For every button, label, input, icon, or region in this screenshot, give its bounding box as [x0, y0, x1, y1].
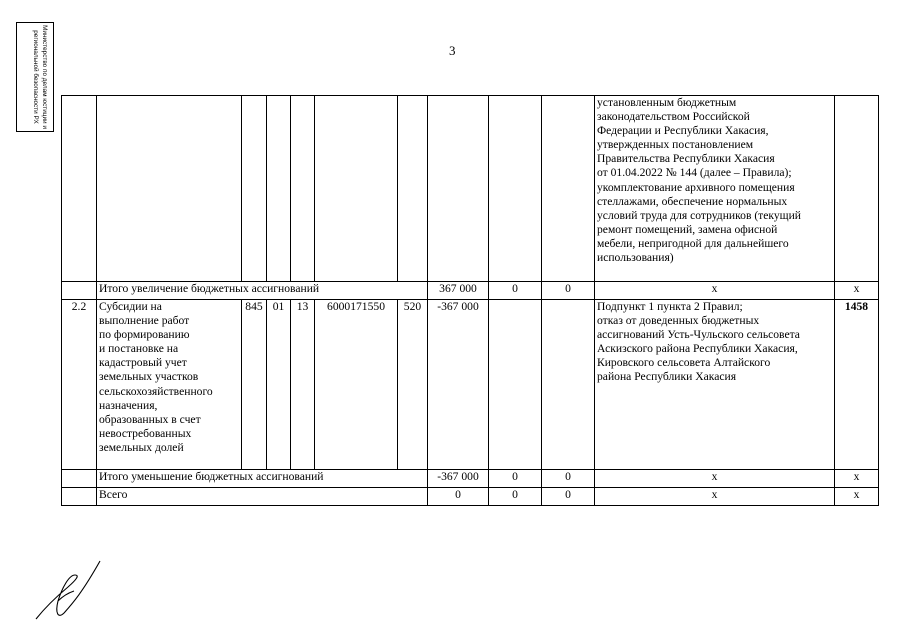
code-cell: 01	[267, 300, 291, 470]
value-cell: 0	[489, 282, 542, 300]
x-cell: x	[835, 470, 879, 488]
x-cell: x	[595, 282, 835, 300]
handwritten-signature	[34, 553, 114, 633]
x-cell: x	[595, 470, 835, 488]
table-row-all	[62, 488, 879, 506]
item-name-cell: Субсидии на выполнение работ по формированию и постановке на кадастровый учет земельных участков сельскохозяйственного назначения, образованных в счет невостребованных земельных долей	[97, 300, 242, 470]
x-cell: x	[835, 282, 879, 300]
budget-table	[61, 95, 879, 506]
code-cell: 13	[291, 300, 315, 470]
page-number: 3	[449, 43, 456, 58]
amount-cell: -367 000	[428, 300, 489, 470]
table-row-total-increase	[62, 282, 879, 300]
code-cell: 845	[242, 300, 267, 470]
x-cell: x	[835, 488, 879, 506]
amount-cell: 0	[428, 488, 489, 506]
item-number-cell: 2.2	[62, 300, 97, 470]
explanation-cell: Подпункт 1 пункта 2 Правил; отказ от доведенных бюджетных ассигнований Усть-Чульского сельсовета Аскизского района Республики Хакасия, Кировского сельсовета Алтайского района Республики Хакасия	[595, 300, 835, 470]
registration-stamp	[16, 22, 54, 132]
table-row-total-decrease	[62, 470, 879, 488]
value-cell: 0	[489, 470, 542, 488]
value-cell: 0	[489, 488, 542, 506]
table-row-item	[62, 300, 879, 470]
table-row-continuation	[62, 96, 879, 282]
x-cell: x	[595, 488, 835, 506]
value-cell: 0	[542, 488, 595, 506]
code-cell: 6000171550	[315, 300, 398, 470]
explanation-cell: установленным бюджетным законодательством Российской Федерации и Республики Хакасия, утвержденных постановлением Правительства Республики Хакасия от 01.04.2022 № 144 (далее – Правила); укомплектование архивного помещения стеллажами, обеспечение нормальных условий труда для сотрудников (текущий ремонт помещений, замена офисной мебели, непригодной для дальнейшего использования)	[595, 96, 835, 282]
total-label-cell: Всего	[97, 488, 428, 506]
stamp-text: Министерство по делам юстиции и региональной безопасности РХ	[32, 25, 48, 129]
amount-cell: 367 000	[428, 282, 489, 300]
value-cell: 0	[542, 470, 595, 488]
total-label-cell: Итого увеличение бюджетных ассигнований	[97, 282, 428, 300]
total-label-cell: Итого уменьшение бюджетных ассигнований	[97, 470, 428, 488]
ref-cell: 1458	[835, 300, 879, 470]
amount-cell: -367 000	[428, 470, 489, 488]
code-cell: 520	[398, 300, 428, 470]
value-cell: 0	[542, 282, 595, 300]
